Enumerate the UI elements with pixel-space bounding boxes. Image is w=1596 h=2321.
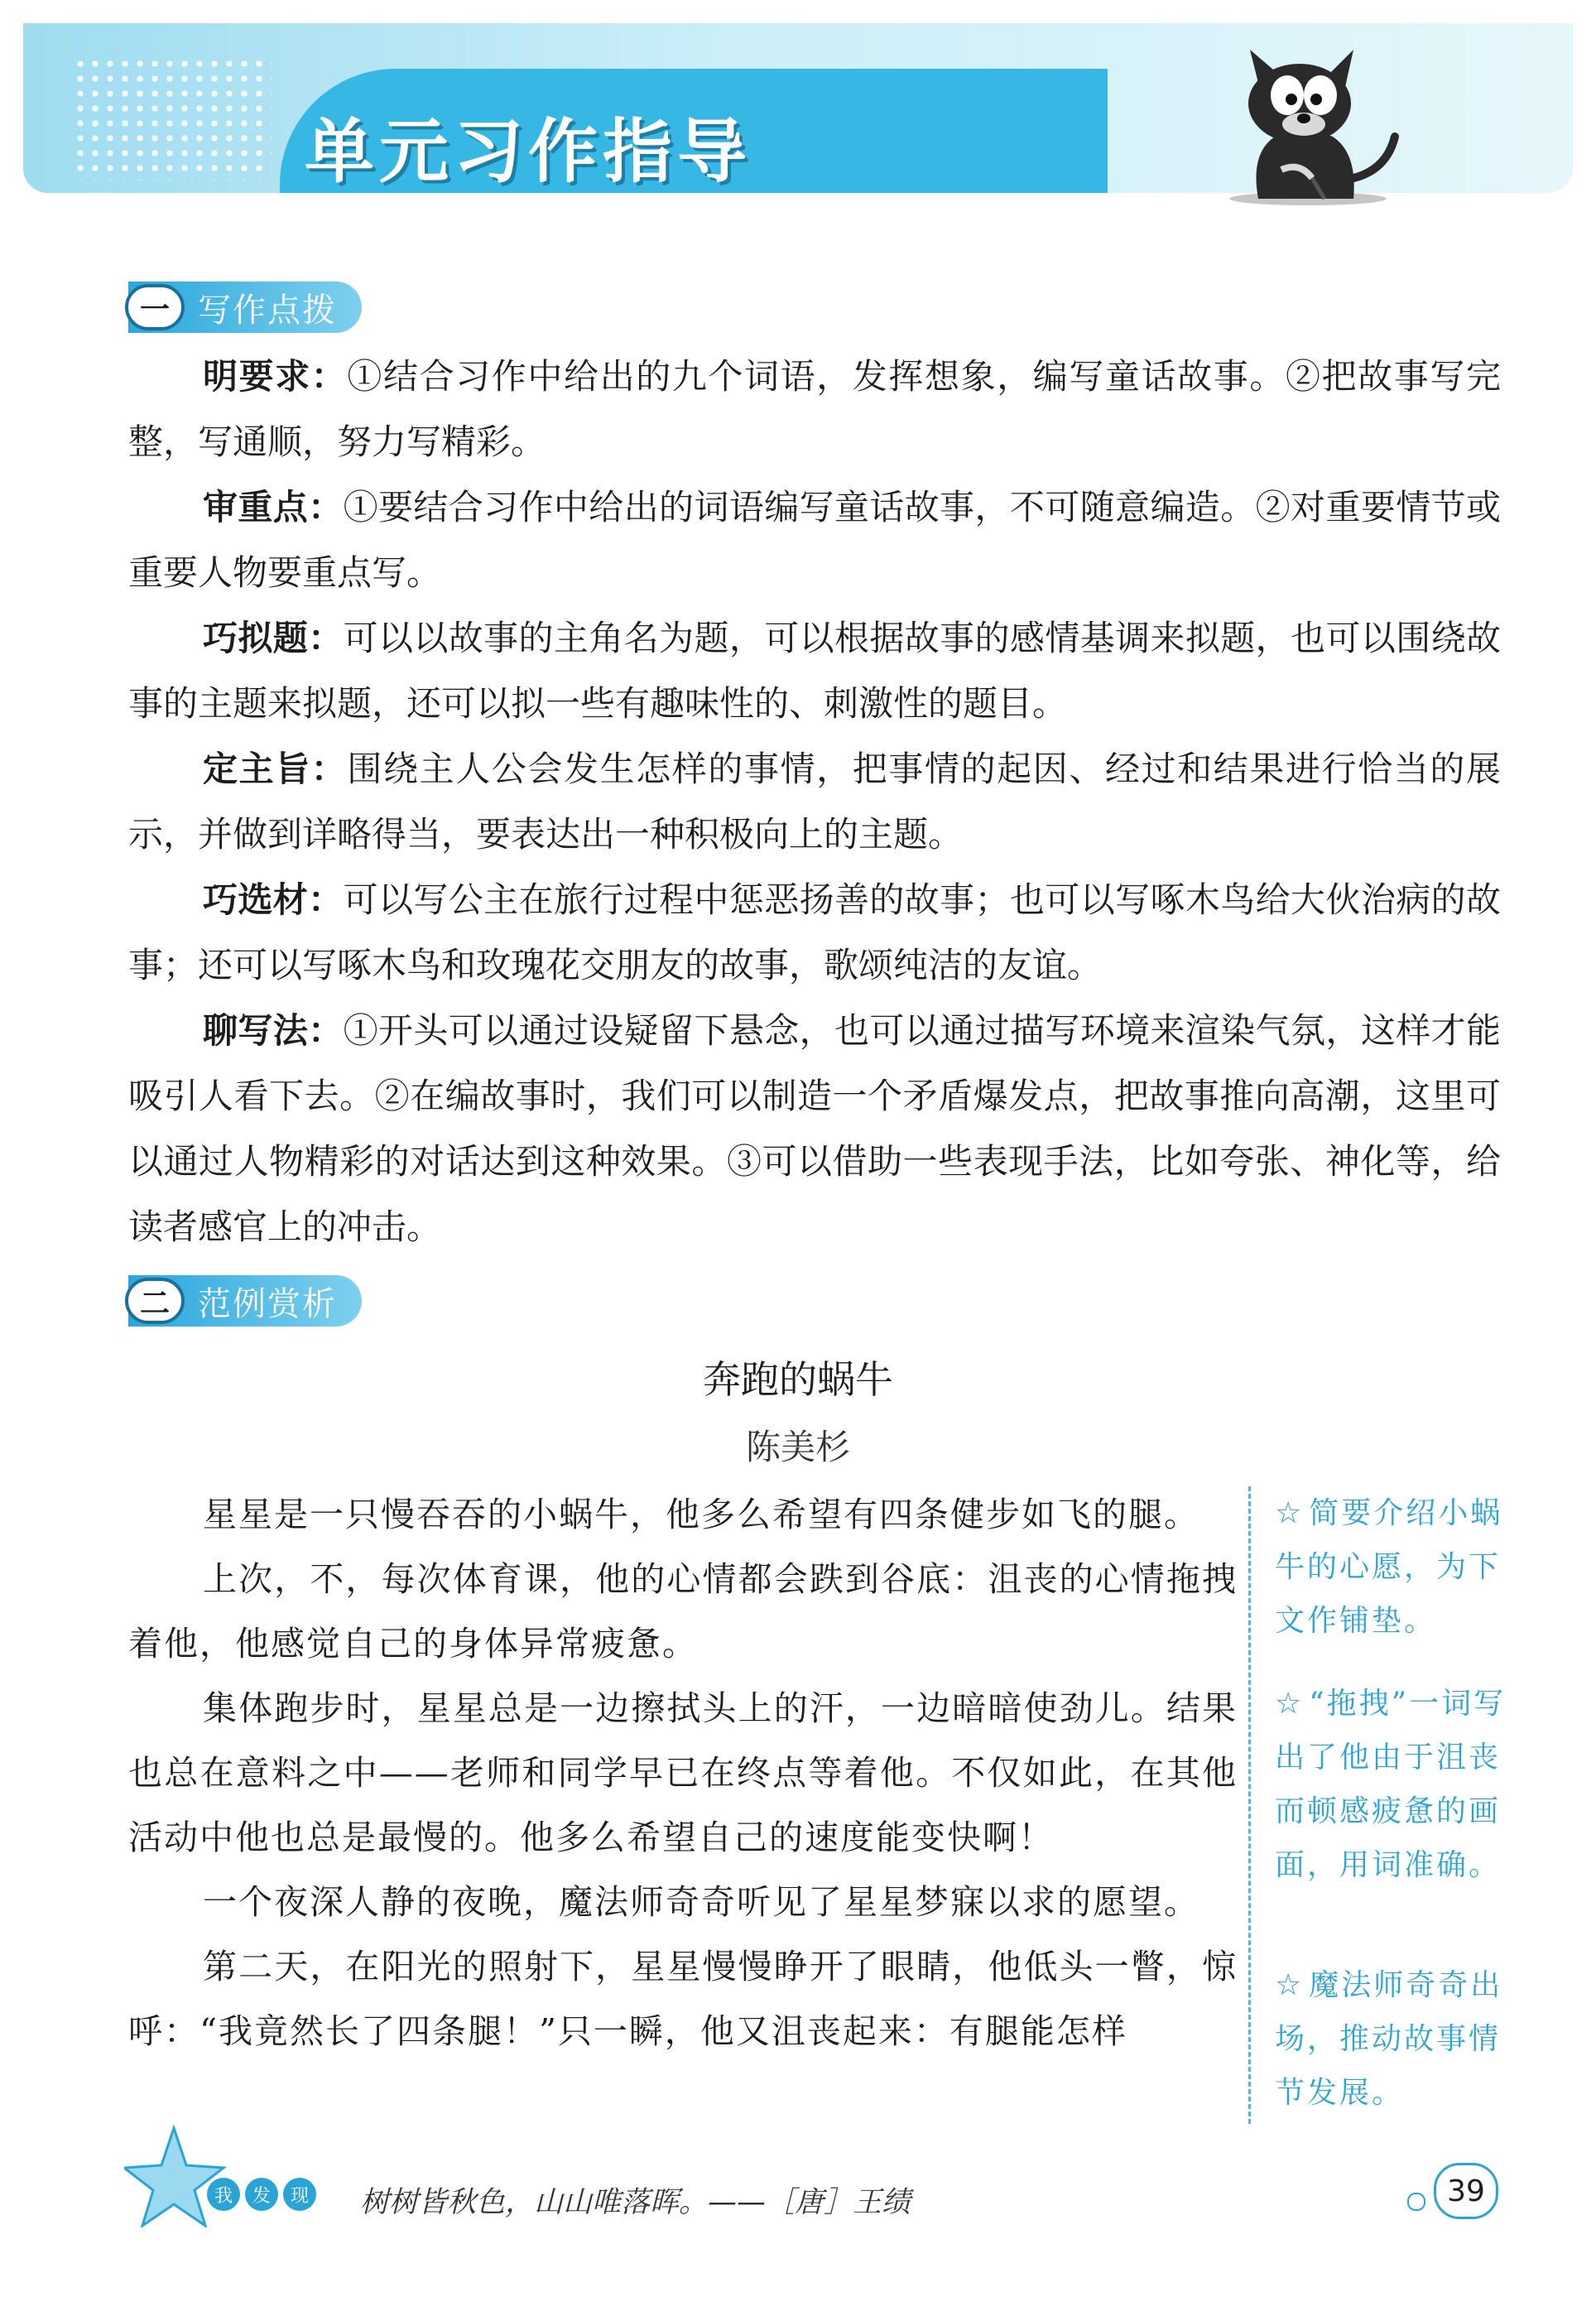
dot-pattern-decoration xyxy=(73,56,272,181)
annotation-text: 简要介绍小蜗牛的心愿，为下文作铺垫。 xyxy=(1275,1496,1503,1638)
tip-text: 可以写公主在旅行过程中惩恶扬善的故事；也可以写啄木鸟给大伙治病的故事；还可以写啄木鸟和玫瑰花交朋友的故事，歌颂纯洁的友谊。 xyxy=(128,879,1501,985)
tip-text: 围绕主人公会发生怎样的事情，把事情的起因、经过和结果进行恰当的展示，并做到详略得当，要表达出一种积极向上的主题。 xyxy=(128,749,1501,855)
tip-label: 定主旨： xyxy=(203,749,348,789)
essay-author: 陈美杉 xyxy=(745,1427,850,1467)
discover-badge: 发 xyxy=(245,2178,278,2211)
essay-title: 奔跑的蜗牛 xyxy=(703,1357,893,1402)
star-icon: ☆ xyxy=(1275,1496,1305,1530)
page-number: 39 xyxy=(1434,2163,1498,2219)
annotation-text: 魔法师奇奇出场，推动故事情节发展。 xyxy=(1275,1968,1503,2110)
tip-label: 明要求： xyxy=(203,356,348,397)
discover-badge: 现 xyxy=(283,2178,316,2211)
tip-paragraph xyxy=(128,736,1501,867)
section-number: 二 xyxy=(125,1278,185,1324)
star-icon: ☆ xyxy=(1275,1968,1305,2002)
essay-paragraph: 星星是一只慢吞吞的小蜗牛，他多么希望有四条健步如飞的腿。 xyxy=(203,1495,1199,1534)
annotation-note xyxy=(1275,1486,1507,1648)
tip-paragraph xyxy=(128,867,1501,998)
page-title: 单元习作指导 xyxy=(305,111,752,192)
starfish-icon xyxy=(124,2120,306,2227)
tip-label: 聊写法： xyxy=(203,1010,344,1051)
annotation-text: “拖拽”一词写出了他由于沮丧而顿感疲惫的画面，用词准确。 xyxy=(1275,1687,1507,1882)
essay-paragraph: 一个夜深人静的夜晚，魔法师奇奇听见了星星梦寐以求的愿望。 xyxy=(203,1882,1199,1922)
tip-paragraph xyxy=(128,474,1501,605)
tip-paragraph xyxy=(128,605,1501,736)
tip-text: ①要结合习作中给出的词语编写童话故事，不可随意编造。②对重要情节或重要人物要重点写。 xyxy=(128,487,1501,593)
tip-text: ①结合习作中给出的九个词语，发挥想象，编写童话故事。②把故事写完整，写通顺，努力写精彩。 xyxy=(128,356,1501,462)
section-label-example xyxy=(128,1275,362,1327)
section-label-writing-tips xyxy=(128,282,362,333)
annotation-divider xyxy=(1248,1486,1251,2124)
discover-badge: 我 xyxy=(207,2178,240,2211)
star-icon: ☆ xyxy=(1275,1687,1305,1721)
section-title: 范例赏析 xyxy=(198,1284,337,1323)
tip-text: 可以以故事的主角名为题，可以根据故事的感情基调来拟题，也可以围绕故事的主题来拟题，还可以拟一些有趣味性的、刺激性的题目。 xyxy=(128,618,1501,724)
writing-tips xyxy=(128,344,1501,1259)
tip-paragraph xyxy=(128,998,1501,1259)
essay-paragraph: 上次，不，每次体育课，他的心情都会跌到谷底：沮丧的心情拖拽着他，他感觉自己的身体异常疲惫。 xyxy=(128,1559,1238,1664)
tip-paragraph xyxy=(128,344,1501,474)
section-number: 一 xyxy=(125,284,185,330)
tip-text: ①开头可以通过设疑留下悬念，也可以通过描写环境来渲染气氛，这样才能吸引人看下去。②在编故事时，我们可以制造一个矛盾爆发点，把故事推向高潮，这里可以通过人物精彩的对话达到这种效果。③可以借助一些表现手法，比如夸张、神化等，给读者感官上的冲击。 xyxy=(128,1010,1501,1247)
footer-quote: 树树皆秋色，山山唯落晖。——［唐］王绩 xyxy=(360,2186,911,2219)
annotation-note xyxy=(1275,1677,1507,1892)
tip-label: 巧选材： xyxy=(203,879,344,920)
annotation-note xyxy=(1275,1958,1507,2120)
page-dot-decoration xyxy=(1407,2193,1425,2211)
cat-writing-illustration-icon xyxy=(1209,46,1407,211)
section-title: 写作点拨 xyxy=(198,291,337,330)
essay-paragraph: 集体跑步时，星星总是一边擦拭头上的汗，一边暗暗使劲儿。结果也总在意料之中——老师和同学早已在终点等着他。不仅如此，在其他活动中他也总是最慢的。他多么希望自己的速度能变快啊！ xyxy=(128,1688,1238,1857)
tip-label: 审重点： xyxy=(203,487,344,527)
tip-label: 巧拟题： xyxy=(203,618,344,658)
essay-paragraph: 第二天，在阳光的照射下，星星慢慢睁开了眼睛，他低头一瞥，惊呼：“我竟然长了四条腿！”只一瞬，他又沮丧起来：有腿能怎样 xyxy=(128,1947,1238,2051)
essay-body xyxy=(128,1482,1238,2063)
